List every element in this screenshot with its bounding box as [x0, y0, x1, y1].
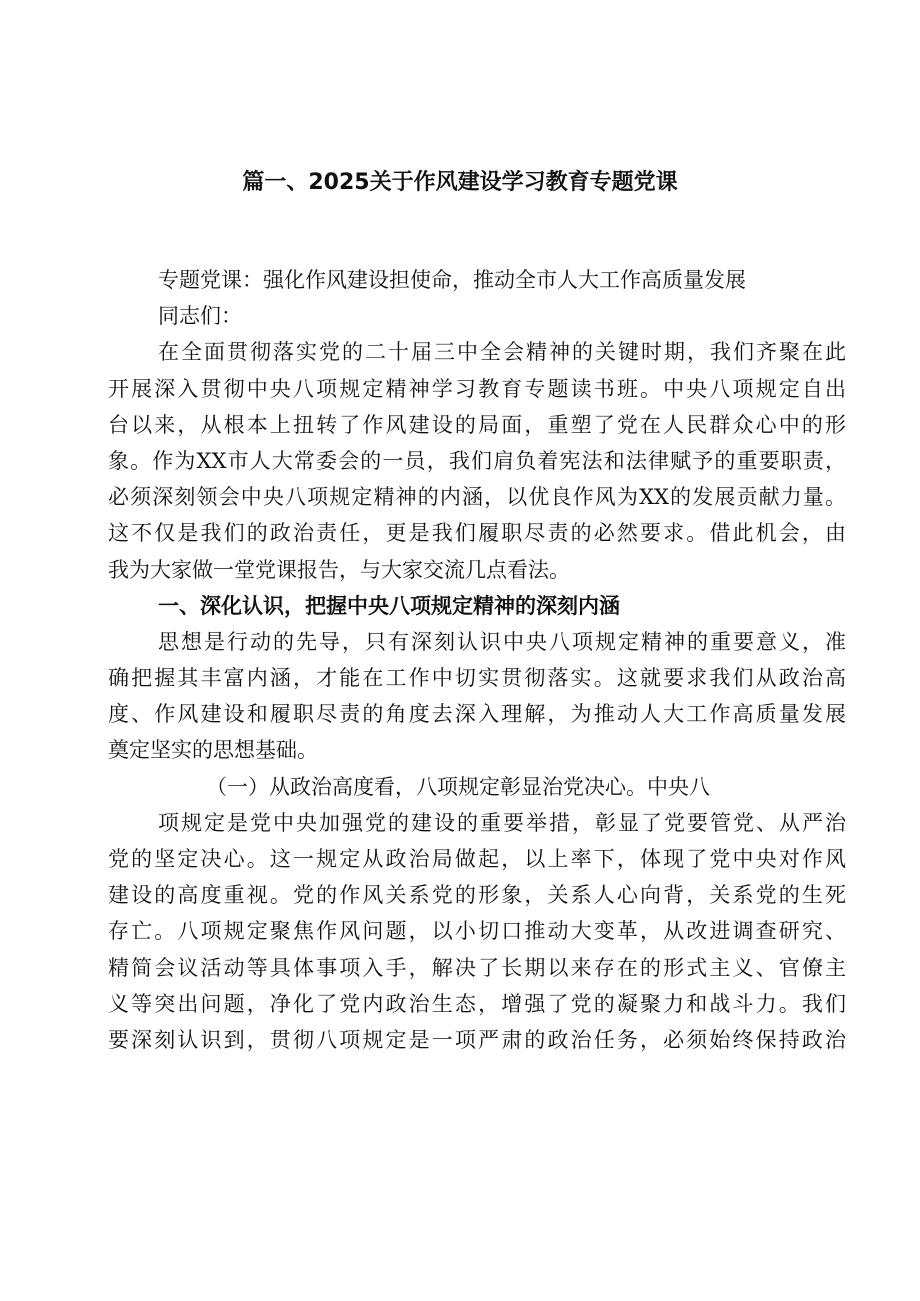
paragraph-intro	[108, 334, 846, 587]
text-line: 我为大家做一堂党课报告，与大家交流几点看法。	[108, 557, 570, 582]
text-line: 项规定是党中央加强党的建设的重要举措，彰显了党要管党、从严治	[158, 810, 846, 835]
text-line: 存亡。八项规定聚焦作风问题，以小切口推动大变革，从改进调查研究、	[108, 919, 846, 944]
text-line: 度、作风建设和履职尽责的角度去深入理解，为推动人大工作高质量发展	[108, 702, 846, 727]
text-line: 思想是行动的先导，只有深刻认识中央八项规定精神的重要意义，准	[158, 629, 846, 654]
paragraph-section1	[108, 624, 846, 769]
subsection-heading: （一）从政治高度看，八项规定彰显治党决心。中央八	[206, 774, 710, 799]
text-line: 奠定坚实的思想基础。	[108, 738, 318, 763]
text-line: 象。作为XX市人大常委会的一员，我们肩负着宪法和法律赋予的重要职责，	[108, 448, 846, 473]
text-line: 台以来，从根本上扭转了作风建设的局面，重塑了党在人民群众心中的形	[108, 412, 846, 437]
text-line: 这不仅是我们的政治责任，更是我们履职尽责的必然要求。借此机会，由	[108, 521, 846, 546]
text-line: 开展深入贯彻中央八项规定精神学习教育专题读书班。中央八项规定自出	[108, 376, 846, 401]
text-line: 必须深刻领会中央八项规定精神的内涵，以优良作风为XX的发展贡献力量。	[108, 485, 846, 510]
document-body	[108, 262, 846, 1058]
text-line: 建设的高度重视。党的作风关系党的形象，关系人心向背，关系党的生死	[108, 883, 846, 908]
paragraph-subsection1	[108, 805, 846, 1058]
text-line: 在全面贯彻落实党的二十届三中全会精神的关键时期，我们齐聚在此	[158, 340, 846, 365]
salutation-line: 同志们：	[158, 304, 242, 329]
text-line: 党的坚定决心。这一规定从政治局做起，以上率下，体现了党中央对作风	[108, 847, 846, 871]
text-line: 要深刻认识到，贯彻八项规定是一项严肃的政治任务，必须始终保持政治	[108, 1027, 846, 1052]
text-line: 确把握其丰富内涵，才能在工作中切实贯彻落实。这就要求我们从政治高	[108, 666, 846, 691]
section-heading: 一、深化认识，把握中央八项规定精神的深刻内涵	[158, 593, 620, 618]
document-title: 篇一、2025关于作风建设学习教育专题党课	[242, 170, 678, 195]
subtitle-line: 专题党课：强化作风建设担使命，推动全市人大工作高质量发展	[158, 268, 746, 292]
text-line: 精简会议活动等具体事项入手，解决了长期以来存在的形式主义、官僚主	[108, 955, 846, 980]
text-line: 义等突出问题，净化了党内政治生态，增强了党的凝聚力和战斗力。我们	[108, 991, 846, 1016]
